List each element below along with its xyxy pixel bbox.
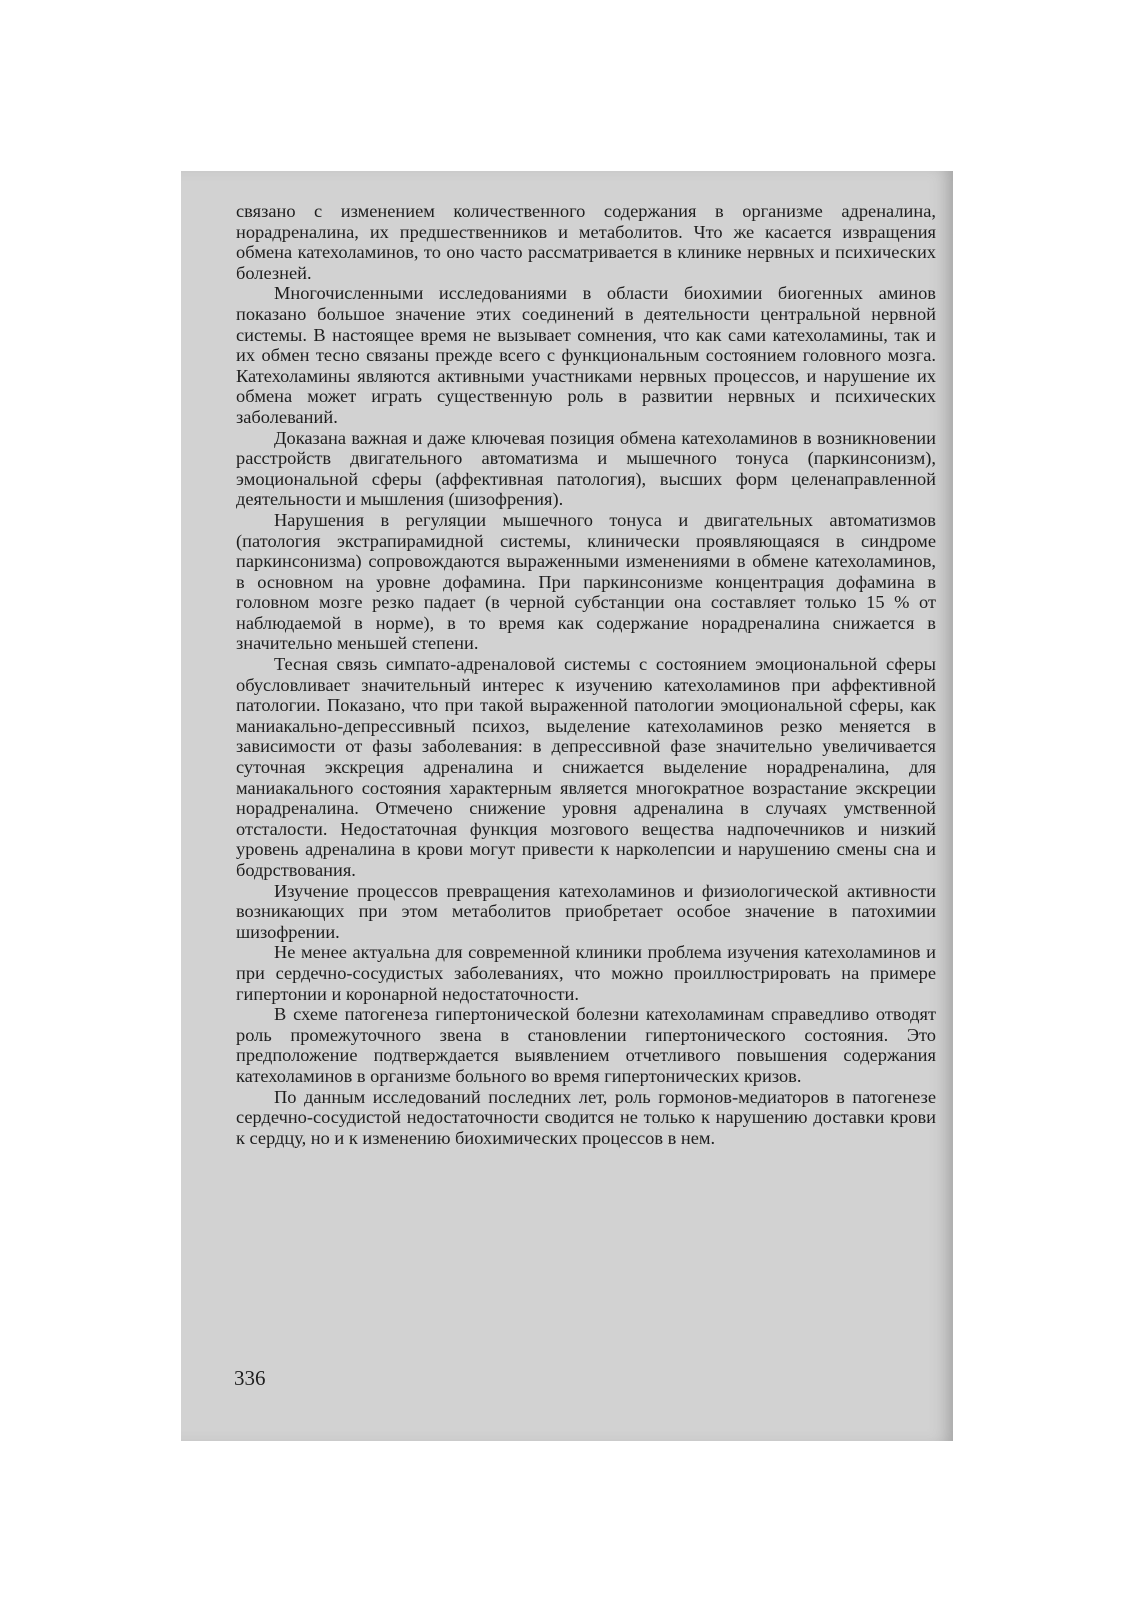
paragraph-3: Доказана важная и даже ключевая позиция обмена катехоламинов в возникновении расстройств двигательного автоматизма и мышечного тонуса (паркинсонизм), эмоциональной сферы (аффективная патология), высших форм целенаправленной деятельности и мышления (шизофрения).: [236, 427, 936, 510]
paragraph-9: По данным исследований последних лет, роль гормонов-медиаторов в патогенезе сердечно-сосудистой недостаточности сводится не только к нарушению доставки крови к сердцу, но и к изменению биохимических процессов в нем.: [236, 1086, 936, 1148]
page-number: 336: [234, 1366, 266, 1390]
paragraph-5: Тесная связь симпато-адреналовой системы с состоянием эмоциональной сферы обусловливает значительный интерес к изучению катехоламинов при аффективной патологии. Показано, что при такой выраженной патологии эмоциональной сферы, как маниакально-депрессивный психоз, выделение катехоламинов резко меняется в зависимости от фазы заболевания: в депрессивной фазе значительно увеличивается суточная экскреция адреналина и снижается выделение норадреналина, для маниакального состояния характерным является многократное возрастание экскреции норадреналина. Отмечено снижение уровня адреналина в случаях умственной отсталости. Недостаточная функция мозгового вещества надпочечников и низкий уровень адреналина в крови могут привести к нарколепсии и нарушению смены сна и бодрствования.: [236, 654, 936, 880]
paragraph-1: связано с изменением количественного содержания в организме адреналина, норадреналина, их предшественников и метаболитов. Что же касается извращения обмена катехоламинов, то оно часто рассматривается в клинике нервных и психических болезней.: [236, 201, 936, 283]
paragraph-4: Нарушения в регуляции мышечного тонуса и двигательных автоматизмов (патология экстрапирамидной системы, клинически проявляющаяся в синдроме паркинсонизма) сопровождаются выраженными изменениями в обмене катехоламинов, в основном на уровне дофамина. При паркинсонизме концентрация дофамина в головном мозге резко падает (в черной субстанции она составляет только 15 % от наблюдаемой в норме), в то время как содержание норадреналина снижается в значительно меньшей степени.: [236, 509, 936, 654]
page-body-text: [236, 201, 936, 1148]
paragraph-2: Многочисленными исследованиями в области биохимии биогенных аминов показано большое значение этих соединений в деятельности центральной нервной системы. В настоящее время не вызывает сомнения, что как сами катехоламины, так и их обмен тесно связаны прежде всего с функциональным состоянием головного мозга. Катехоламины являются активными участниками нервных процессов, и нарушение их обмена может играть существенную роль в развитии нервных и психических заболеваний.: [236, 283, 936, 427]
paragraph-8: В схеме патогенеза гипертонической болезни катехоламинам справедливо отводят роль промежуточного звена в становлении гипертонического состояния. Это предположение подтверждается выявлением отчетливого повышения содержания катехоламинов в организме больного во время гипертонических кризов.: [236, 1004, 936, 1086]
paragraph-6: Изучение процессов превращения катехоламинов и физиологической активности возникающих при этом метаболитов приобретает особое значение в патохимии шизофрении.: [236, 880, 936, 942]
paragraph-7: Не менее актуальна для современной клиники проблема изучения катехоламинов и при сердечно-сосудистых заболеваниях, что можно проиллюстрировать на примере гипертонии и коронарной недостаточности.: [236, 942, 936, 1004]
